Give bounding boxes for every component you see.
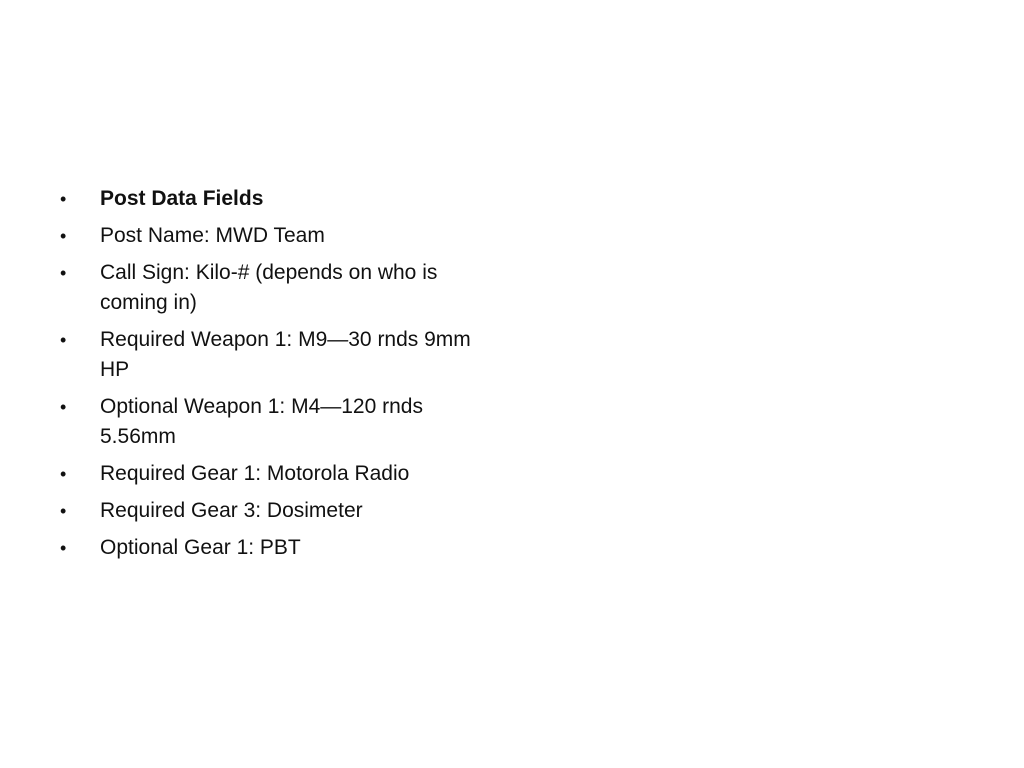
bullet-icon: •	[60, 464, 67, 484]
bullet-icon: •	[60, 538, 67, 558]
bullet-icon: •	[60, 263, 67, 283]
list-item	[60, 392, 500, 452]
list-item-heading	[60, 184, 500, 214]
bullet-icon: •	[60, 501, 67, 521]
list-item	[60, 496, 500, 526]
list-item-text: Required Weapon 1: M9—30 rnds 9mm HP	[100, 328, 471, 381]
list-item-text: Required Gear 3: Dosimeter	[100, 499, 363, 522]
list-item-text: Call Sign: Kilo-# (depends on who is coming in)	[100, 261, 438, 314]
bullet-icon: •	[60, 330, 67, 350]
list-item	[60, 325, 500, 385]
list-item-text: Optional Gear 1: PBT	[100, 536, 301, 559]
list-item-text: Optional Weapon 1: M4—120 rnds 5.56mm	[100, 395, 423, 448]
bullet-list	[60, 184, 500, 570]
bullet-icon: •	[60, 397, 67, 417]
bullet-icon: •	[60, 189, 67, 209]
bullet-icon: •	[60, 226, 67, 246]
list-item	[60, 221, 500, 251]
list-item	[60, 258, 500, 318]
list-item	[60, 533, 500, 563]
list-item	[60, 459, 500, 489]
list-item-text: Post Name: MWD Team	[100, 224, 325, 247]
list-item-text: Post Data Fields	[100, 187, 264, 210]
list-item-text: Required Gear 1: Motorola Radio	[100, 462, 410, 485]
